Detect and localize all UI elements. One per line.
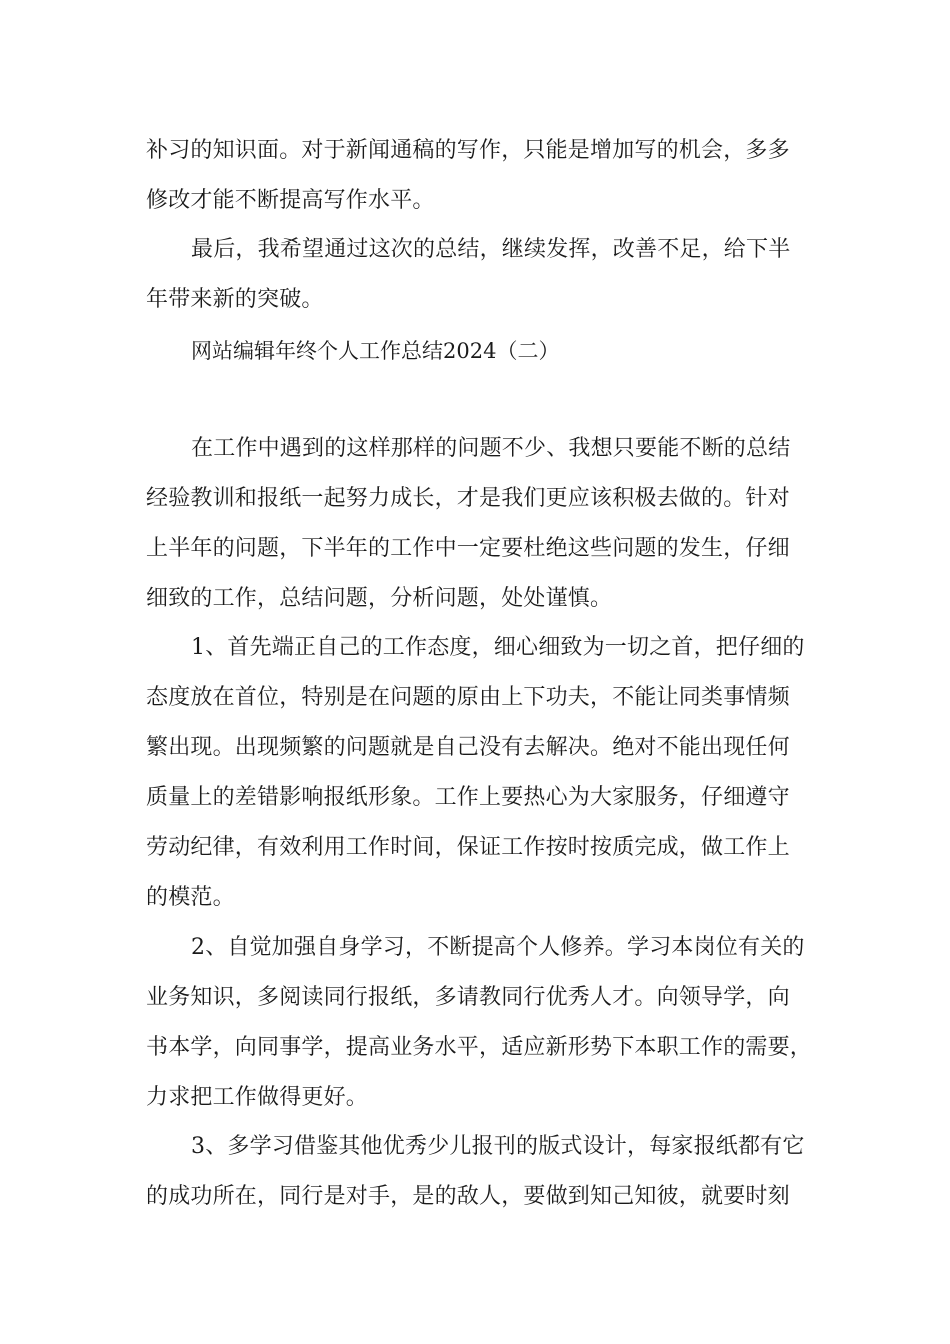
text-line: 细致的工作，总结问题，分析问题，处处谨慎。	[146, 586, 613, 611]
text-line: 书本学，向同事学，提高业务水平，适应新形势下本职工作的需要，	[146, 1035, 813, 1060]
text-line: 3、多学习借鉴其他优秀少儿报刊的版式设计，每家报纸都有它	[191, 1134, 805, 1159]
paragraph-final	[146, 225, 814, 325]
paragraph-item-3	[146, 1122, 814, 1222]
text-line: 的成功所在，同行是对手，是的敌人，要做到知己知彼，就要时刻	[146, 1184, 790, 1209]
text-line: 年带来新的突破。	[146, 287, 324, 312]
text-line: 繁出现。出现频繁的问题就是自己没有去解决。绝对不能出现任何	[146, 735, 790, 760]
text-line: 最后，我希望通过这次的总结，继续发挥，改善不足，给下半	[191, 237, 791, 262]
text-line: 的模范。	[146, 885, 235, 910]
text-line: 劳动纪律，有效利用工作时间，保证工作按时按质完成，做工作上	[146, 835, 790, 860]
paragraph-problems	[146, 424, 814, 624]
text-line: 态度放在首位，特别是在问题的原由上下功夫，不能让同类事情频	[146, 685, 790, 710]
text-line: 经验教训和报纸一起努力成长，才是我们更应该积极去做的。针对	[146, 486, 790, 511]
text-line: 质量上的差错影响报纸形象。工作上要热心为大家服务，仔细遵守	[146, 785, 790, 810]
text-line: 业务知识，多阅读同行报纸，多请教同行优秀人才。向领导学，向	[146, 985, 790, 1010]
text-line: 1、首先端正自己的工作态度，细心细致为一切之首，把仔细的	[191, 635, 805, 660]
text-line: 2、自觉加强自身学习，不断提高个人修养。学习本岗位有关的	[191, 935, 805, 960]
paragraph-item-1	[146, 623, 814, 923]
paragraph-intro	[146, 126, 814, 226]
text-line: 修改才能不断提高写作水平。	[146, 188, 435, 213]
paragraph-item-2	[146, 923, 814, 1123]
text-line: 在工作中遇到的这样那样的问题不少、我想只要能不断的总结	[191, 436, 791, 461]
text-line: 补习的知识面。对于新闻通稿的写作，只能是增加写的机会，多多	[146, 138, 790, 163]
text-line: 力求把工作做得更好。	[146, 1085, 369, 1110]
section-title: 网站编辑年终个人工作总结2024（二）	[191, 339, 560, 363]
text-line: 上半年的问题，下半年的工作中一定要杜绝这些问题的发生，仔细	[146, 536, 790, 561]
